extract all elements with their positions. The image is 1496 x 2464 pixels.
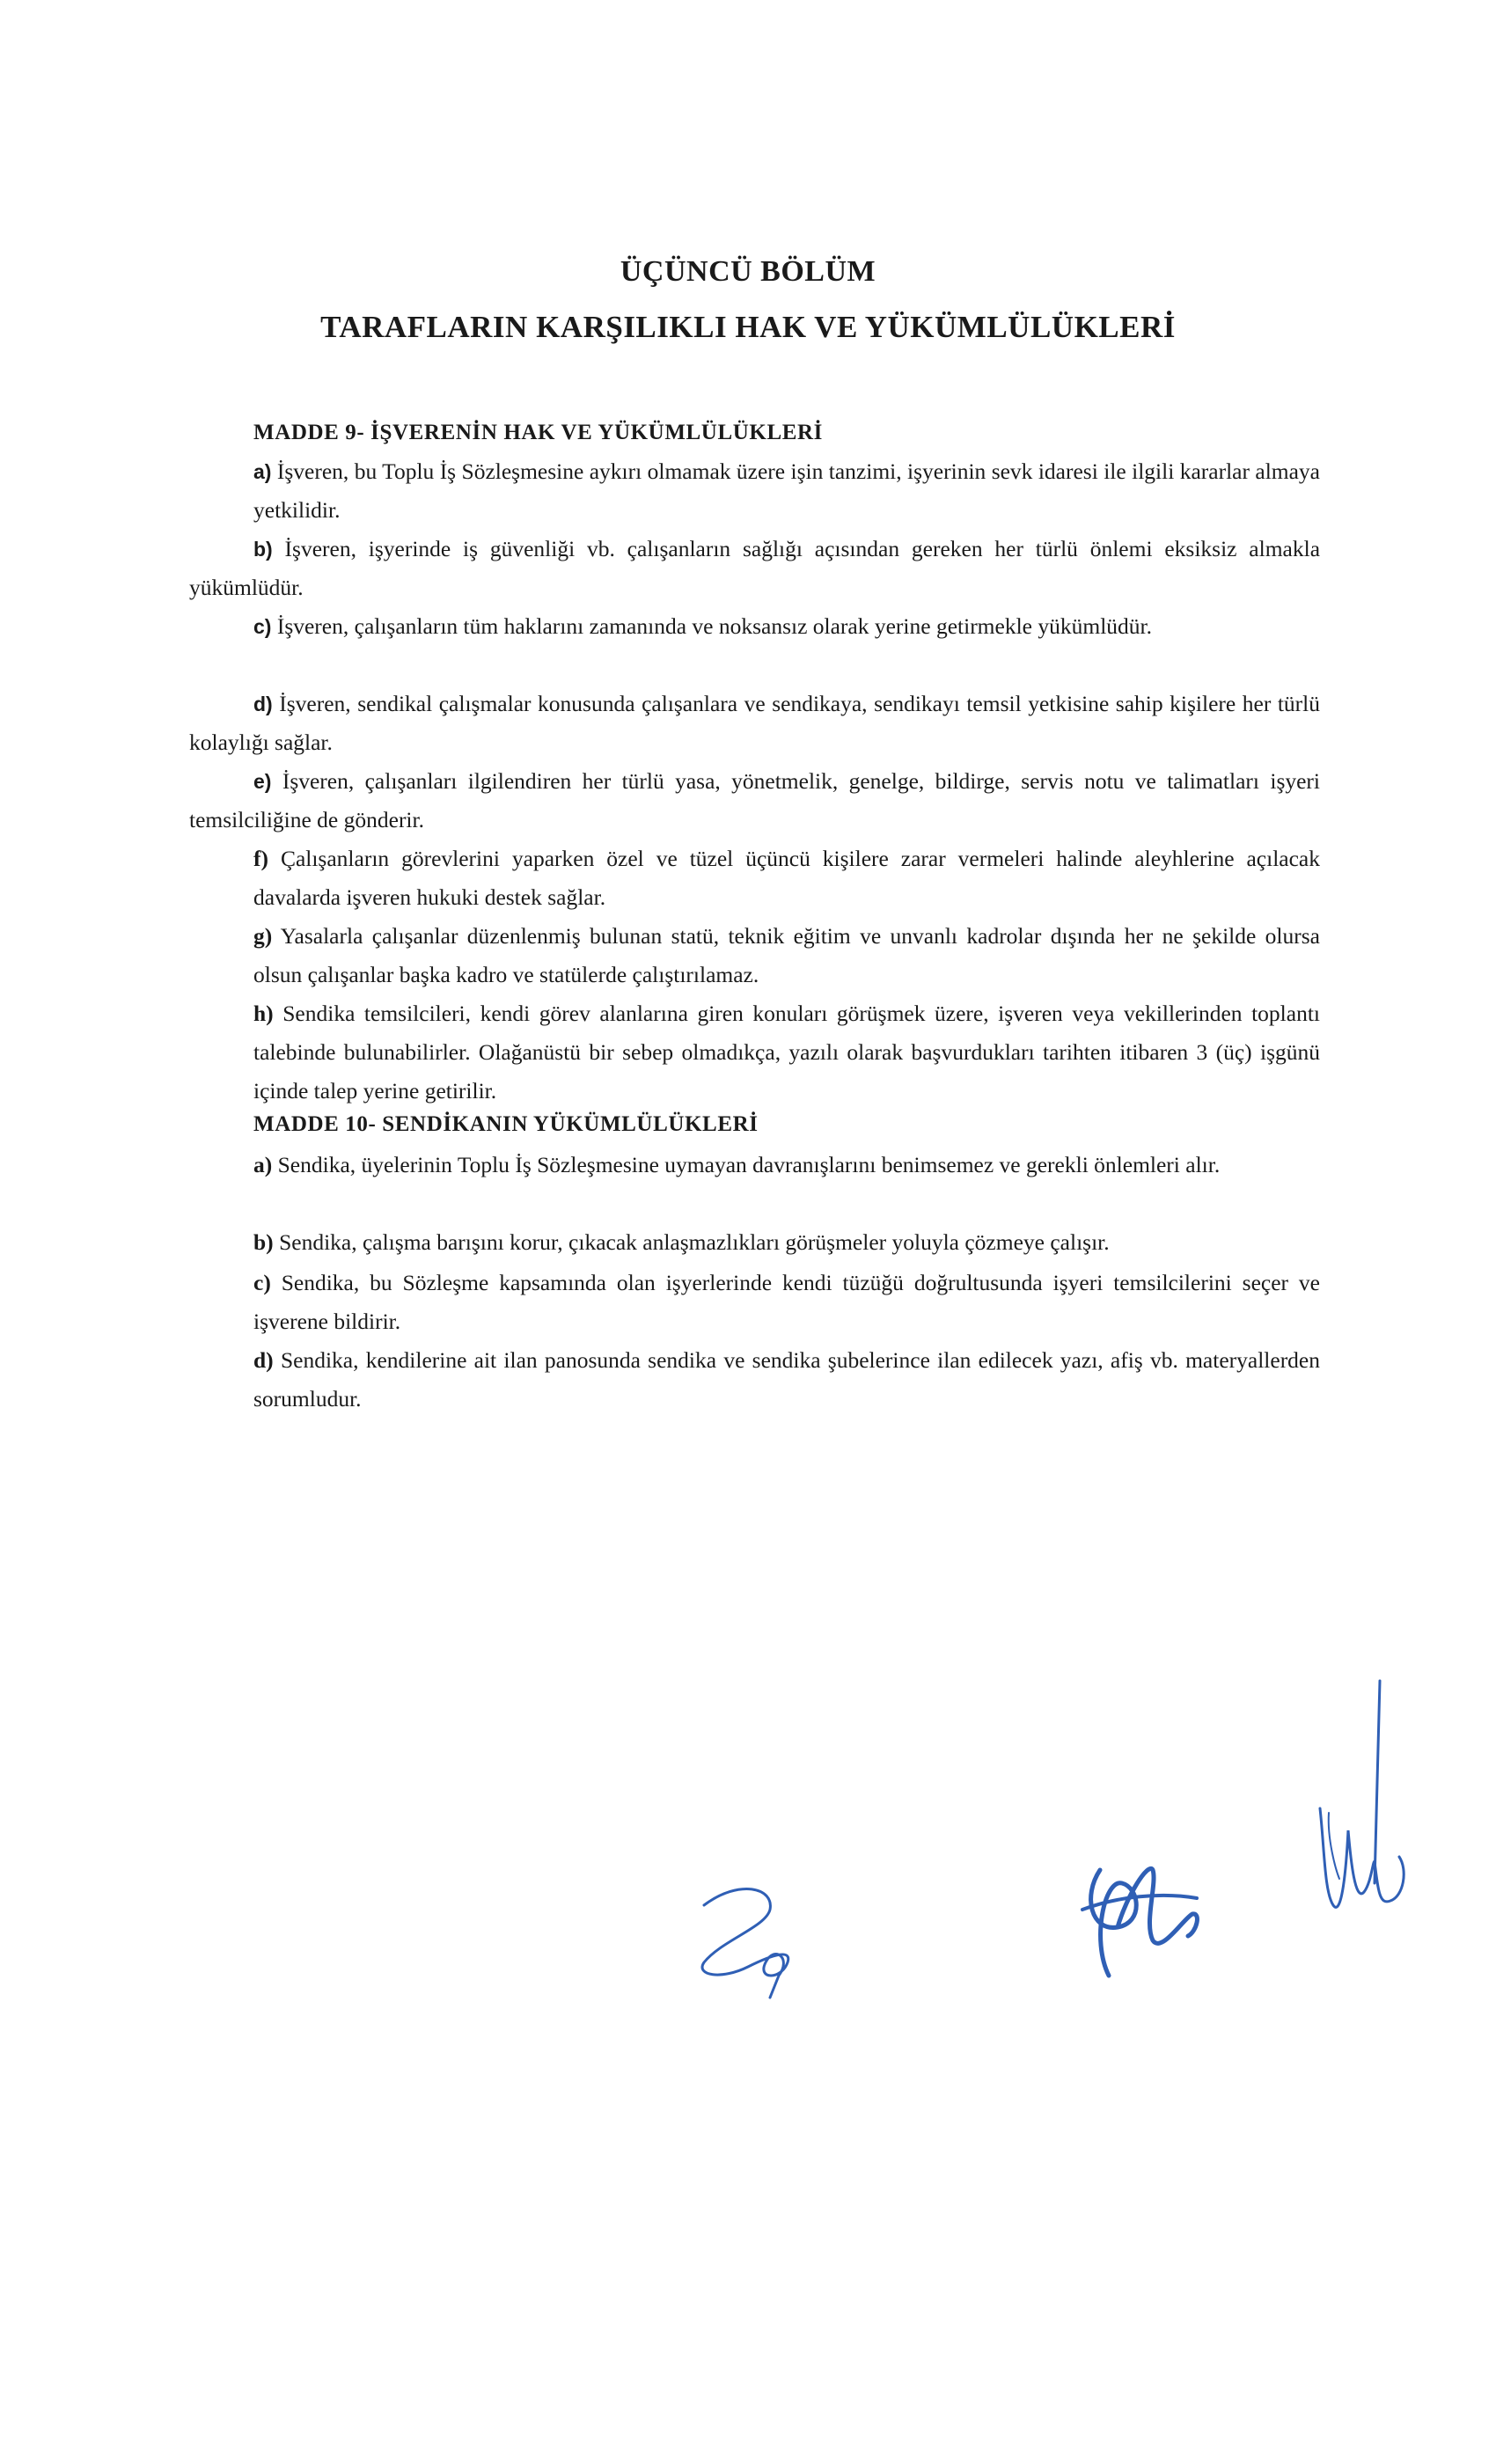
item-text: Çalışanların görevlerini yaparken özel ve tüzel üçüncü kişilere zarar vermeleri halinde aleyhlerine açılacak davalarda işveren hukuki destek sağlar. — [253, 846, 1321, 910]
item-text: İşveren, çalışanların tüm haklarını zamanında ve noksansız olarak yerine getirmekle yükümlüdür. — [276, 613, 1152, 639]
item-letter: d) — [253, 1347, 274, 1373]
item-letter: c) — [253, 1270, 271, 1295]
article-9-item-h — [253, 994, 1320, 1111]
item-text: Sendika, bu Sözleşme kapsamında olan işyerlerinde kendi tüzüğü doğrultusunda işyeri temsilcilerini seçer ve işverene bildirir. — [253, 1270, 1320, 1334]
item-letter: g) — [253, 923, 273, 949]
chapter-number: ÜÇÜNCÜ BÖLÜM — [620, 255, 876, 288]
item-letter: c) — [253, 615, 272, 638]
signature-2 — [1065, 1844, 1214, 1993]
article-9-item-b — [189, 530, 1320, 607]
article-9-item-a — [253, 452, 1320, 530]
item-letter: d) — [253, 693, 273, 715]
item-letter: b) — [253, 538, 273, 561]
item-text: İşveren, bu Toplu İş Sözleşmesine aykırı olmamak üzere işin tanzimi, işyerinin sevk idaresi ile ilgili kararlar almaya yetkilidir. — [253, 458, 1321, 523]
article-10-item-b — [253, 1223, 1320, 1262]
item-text: Yasalarla çalışanlar düzenlenmiş bulunan statü, teknik eğitim ve unvanlı kadrolar dışında her ne şekilde olursa olsun çalışanlar başka kadro ve statülerde çalıştırılamaz. — [253, 923, 1320, 987]
item-letter: a) — [253, 1152, 273, 1177]
item-text: Sendika, kendilerine ait ilan panosunda sendika ve sendika şubelerince ilan edilecek yazı, afiş vb. materyallerden sorumludur. — [253, 1347, 1321, 1412]
chapter-title: TARAFLARIN KARŞILIKLI HAK VE YÜKÜMLÜLÜKLERİ — [320, 310, 1176, 344]
article-10-title: MADDE 10- SENDİKANIN YÜKÜMLÜLÜKLERİ — [253, 1112, 759, 1136]
item-text: İşveren, sendikal çalışmalar konusunda çalışanlara ve sendikaya, sendikayı temsil yetkisine sahip kişilere her türlü kolaylığı sağlar. — [189, 691, 1321, 755]
item-letter: b) — [253, 1229, 274, 1255]
article-10-item-a — [253, 1146, 1320, 1184]
article-9-item-d — [189, 685, 1320, 762]
article-9-item-g — [253, 917, 1320, 994]
item-letter: f) — [253, 846, 268, 871]
article-9-item-c — [253, 607, 1320, 646]
article-9-item-e — [189, 762, 1320, 840]
item-text: Sendika temsilcileri, kendi görev alanlarına giren konuları görüşmek üzere, işveren veya vekillerinden toplantı talebinde bulunabilirler. Olağanüstü bir sebep olmadıkça, yazılı olarak başvurdukları tarihten itibaren 3 (üç) işgünü içinde talep yerine getirilir. — [253, 1001, 1320, 1104]
item-letter: a) — [253, 460, 272, 483]
article-10-item-c — [253, 1264, 1320, 1341]
signature-3 — [1294, 1672, 1426, 1962]
article-10-item-d — [253, 1341, 1320, 1419]
item-text: İşveren, işyerinde iş güvenliği vb. çalışanların sağlığı açısından gereken her türlü önlemi eksiksiz almakla yükümlüdür. — [189, 536, 1321, 600]
signature-1 — [686, 1874, 827, 2006]
article-9-item-f — [253, 840, 1320, 917]
item-text: Sendika, çalışma barışını korur, çıkacak anlaşmazlıkları görüşmeler yoluyla çözmeye çalışır. — [279, 1229, 1110, 1255]
article-9-title: MADDE 9- İŞVERENİN HAK VE YÜKÜMLÜLÜKLERİ — [253, 421, 823, 444]
item-text: İşveren, çalışanları ilgilendiren her türlü yasa, yönetmelik, genelge, bildirge, servis notu ve talimatları işyeri temsilciliğine de gönderir. — [189, 768, 1321, 832]
item-letter: h) — [253, 1001, 274, 1026]
item-text: Sendika, üyelerinin Toplu İş Sözleşmesine uymayan davranışlarını benimsemez ve gerekli önlemleri alır. — [277, 1152, 1221, 1177]
item-letter: e) — [253, 770, 272, 793]
